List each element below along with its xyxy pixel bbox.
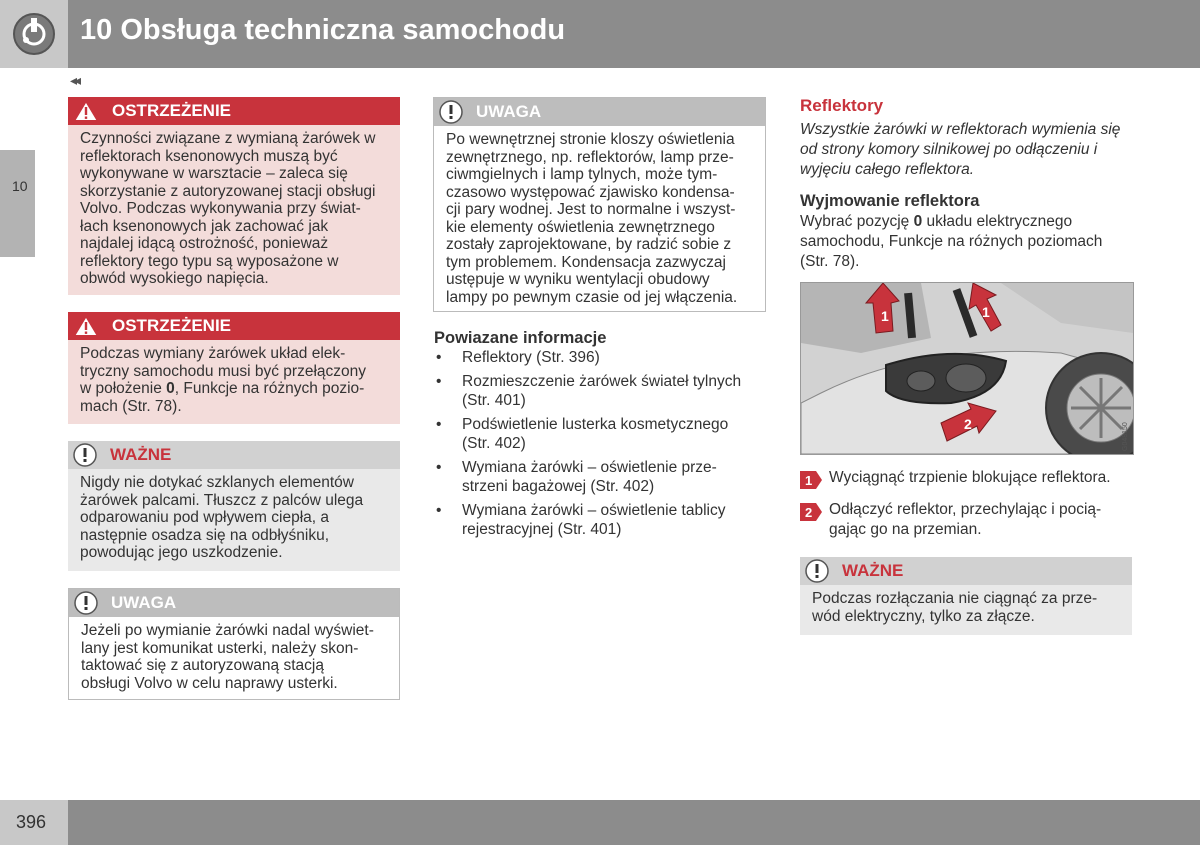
warning-box-xenon <box>68 97 400 295</box>
link-text[interactable]: • Wymiana żarówki – oświetlenie prze- <box>462 459 717 476</box>
text-line <box>800 212 1140 232</box>
chapter-title: 10 Obsługa techniczna samochodu <box>80 14 566 46</box>
text-line: następnie osadza się na odbłyśniku, <box>80 526 330 544</box>
link-text[interactable]: • Reflektory (Str. 396) <box>462 349 600 366</box>
link-text[interactable]: • Rozmieszczenie żarówek świateł tylnych <box>462 373 742 390</box>
text-span: w położenie <box>80 380 167 397</box>
note-header <box>434 98 765 126</box>
step-text: Wyciągnąć trzpienie blokujące reflektora. <box>829 469 1111 486</box>
related-info-heading: Powiazane informacje <box>434 329 607 347</box>
related-link[interactable] <box>434 415 774 453</box>
important-text <box>800 585 1132 631</box>
text-line: wyjęciu całego reflektora. <box>800 161 975 178</box>
text-line: Podczas wymiany żarówek układ elek- <box>80 345 346 362</box>
page-number: 396 <box>16 812 47 832</box>
text-line: Czynności związane z wymianą żarówek w <box>80 130 376 147</box>
warning-text <box>68 340 400 421</box>
footer-bar <box>0 800 1200 845</box>
text-line: czasowo występować zjawisko kondensa- <box>446 183 735 201</box>
text-line: reflektory tego typu są wyposażone w <box>80 252 339 270</box>
headlight-removal-illustration <box>800 282 1134 455</box>
info-circle-icon <box>73 590 99 616</box>
warning-box-electrical <box>68 312 400 424</box>
important-box-cable <box>800 557 1132 635</box>
step-text: Odłączyć reflektor, przechylając i pocią- <box>829 501 1102 518</box>
arrow-label-1: 1 <box>881 308 889 324</box>
important-header <box>800 557 1132 585</box>
image-code: G048150 <box>1122 422 1129 451</box>
removal-paragraph <box>800 212 1140 272</box>
text-line: lampy po pewnym czasie od jej włączenia. <box>446 288 738 306</box>
step-2 <box>800 500 1140 540</box>
back-navigation[interactable]: ◂◂ <box>70 72 79 88</box>
text-line: od strony komory silnikowej po odłączeniu i <box>800 141 1098 158</box>
link-text[interactable]: strzeni bagażowej (Str. 402) <box>462 478 655 495</box>
text-line: Po wewnętrznej stronie kloszy oświetlenia <box>446 131 735 148</box>
arrow-label-1b: 1 <box>982 304 990 320</box>
related-link[interactable] <box>434 458 774 496</box>
text-line: (Str. 78). <box>800 253 860 270</box>
text-line: Jeżeli po wymianie żarówki nadal wyświet- <box>81 622 374 639</box>
step-badge-2 <box>800 503 822 521</box>
warning-title: OSTRZEŻENIE <box>112 316 232 335</box>
important-title: WAŻNE <box>842 561 904 580</box>
note-box-condensation <box>433 97 766 312</box>
position-number: 0 <box>166 380 175 397</box>
text-line: ciwmgielnych i lamp tylnych, może tym- <box>446 166 718 183</box>
text-line: obwód wysokiego napięcia. <box>80 270 269 287</box>
link-text[interactable]: • Podświetlenie lusterka kosmetycznego <box>462 416 729 433</box>
important-header <box>68 441 400 469</box>
text-line: tryczny samochodu musi być przełączony <box>80 362 367 380</box>
text-span: układu elektrycznego <box>922 213 1073 230</box>
text-line: skorzystanie z autoryzowanej stacji obsługi <box>80 182 376 200</box>
text-line: wykonywane w warsztacie – zaleca się <box>80 165 348 182</box>
text-line: Nigdy nie dotykać szklanych elementów <box>80 474 354 491</box>
step-badge-1 <box>800 471 822 489</box>
section-intro <box>800 120 1140 180</box>
step-number: 1 <box>805 473 813 488</box>
important-box-glass <box>68 441 400 571</box>
section-title-reflektory: Reflektory <box>800 96 884 115</box>
related-info-list <box>434 348 774 544</box>
note-header <box>69 589 399 617</box>
warning-title: OSTRZEŻENIE <box>112 101 232 120</box>
note-title: UWAGA <box>476 102 542 121</box>
header-icon-box <box>0 0 68 68</box>
text-line: tym problemem. Kondensacja zazwyczaj <box>446 253 726 271</box>
text-line: Wszystkie żarówki w reflektorach wymienia się <box>800 121 1121 138</box>
related-link[interactable] <box>434 372 774 410</box>
info-circle-icon <box>438 99 464 125</box>
exclamation-circle-icon <box>72 442 98 468</box>
text-line <box>80 380 388 398</box>
text-line: kie elementy oświetlenia zewnętrznego <box>446 218 715 236</box>
text-line: ustępuje w wyniku wentylacji obudowy <box>446 271 710 288</box>
link-text[interactable]: rejestracyjnej (Str. 401) <box>462 521 622 538</box>
text-line: reflektorach ksenonowych muszą być <box>80 147 338 165</box>
related-link[interactable] <box>434 501 774 539</box>
warning-header <box>68 97 400 125</box>
text-line: Volvo. Podczas wykonywania przy świat- <box>80 200 361 217</box>
text-line: najdalej idącą ostrożność, ponieważ <box>80 235 329 252</box>
step-1 <box>800 468 1140 488</box>
related-link[interactable] <box>434 348 774 367</box>
text-line: zostały zaprojektowane, by radzić sobie z <box>446 236 732 253</box>
note-title: UWAGA <box>111 593 177 612</box>
wrench-gear-icon <box>12 12 56 56</box>
text-line: obsługi Volvo w celu naprawy usterki. <box>81 674 338 692</box>
chapter-number: 10 <box>12 178 28 194</box>
text-line: powodując jego uszkodzenie. <box>80 544 283 561</box>
text-line: wód elektryczny, tylko za złącze. <box>812 607 1035 625</box>
note-text <box>69 617 399 698</box>
step-text: gając go na przemian. <box>829 521 982 538</box>
warning-header <box>68 312 400 340</box>
important-title: WAŻNE <box>110 445 172 464</box>
text-line: łach ksenonowych jak zachować jak <box>80 217 329 235</box>
arrow-label-2: 2 <box>964 416 972 432</box>
subheading-removal: Wyjmowanie reflektora <box>800 192 980 210</box>
text-line: mach (Str. 78). <box>80 397 182 415</box>
car-headlight-drawing <box>801 283 1133 454</box>
link-text[interactable]: (Str. 401) <box>462 392 526 409</box>
step-number: 2 <box>805 505 813 520</box>
text-span: Wybrać pozycję <box>800 213 914 230</box>
text-line: samochodu, Funkcje na różnych poziomach <box>800 233 1103 250</box>
text-line: Podczas rozłączania nie ciągnąć za prze- <box>812 590 1098 607</box>
important-text <box>68 469 400 568</box>
text-line: zewnętrznego, np. reflektorów, lamp prze- <box>446 148 734 166</box>
text-line: lany jest komunikat usterki, należy skon- <box>81 639 359 657</box>
link-text[interactable]: (Str. 402) <box>462 435 526 452</box>
warning-text <box>68 125 400 294</box>
position-number: 0 <box>913 213 923 230</box>
text-span: , Funkcje na różnych pozio- <box>174 380 365 397</box>
warning-triangle-icon <box>72 314 100 338</box>
text-line: żarówek palcami. Tłuszcz z palców ulega <box>80 491 364 509</box>
page-number-box <box>0 800 68 845</box>
text-line: taktować się z autoryzowaną stacją <box>81 657 324 674</box>
note-text <box>434 126 765 312</box>
exclamation-circle-icon <box>804 558 830 584</box>
note-box-error-message <box>68 588 400 700</box>
chapter-side-tab[interactable] <box>0 150 35 257</box>
text-line: odparowaniu pod wpływem ciepła, a <box>80 509 330 526</box>
warning-triangle-icon <box>72 99 100 123</box>
header-bar <box>0 0 1200 68</box>
link-text[interactable]: • Wymiana żarówki – oświetlenie tablicy <box>462 502 726 519</box>
text-line: cji pary wodnej. Jest to normalne i wszyst- <box>446 201 736 218</box>
